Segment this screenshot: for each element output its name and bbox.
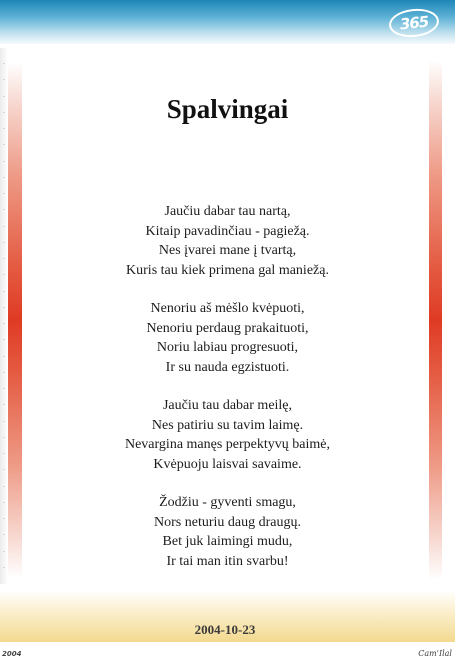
poem-body [30, 202, 425, 590]
poem-line: Nevargina manęs perpektyvų baimė, [124, 437, 330, 452]
top-banner [0, 0, 455, 44]
left-margin-glyphs: · · · · · · · · · · · · · · · · · · · · · · · · · · · · · · · · [3, 61, 5, 571]
poem-line: Jaučiu dabar tau nartą, [164, 204, 291, 219]
poem-line: Kitaip pavadinčiau - pagiežą. [145, 223, 310, 239]
stanza [30, 493, 425, 571]
poem-line: Ir tai man itin svarbu! [166, 553, 289, 569]
poem-line: Nes patiriu su tavim laimę. [151, 417, 304, 433]
stanza [30, 299, 425, 377]
footer-year: 2004 [2, 650, 22, 658]
poem-line: Kuris tau kiek primena gal maniežą. [126, 262, 329, 278]
poem-line: Ir su nauda egzistuoti. [165, 359, 290, 375]
poem-date: 2004-10-23 [194, 622, 256, 637]
poem-title: Spalvingai [166, 94, 289, 124]
right-color-stripe [429, 60, 442, 580]
logo-badge: 365 [388, 6, 441, 39]
poem-line: Nors neturiu daug draugų. [154, 514, 301, 530]
poem-line: Noriu labiau progresuoti, [156, 340, 299, 355]
poem-line: Jaučiu tau dabar meilę, [162, 398, 293, 413]
stanza [30, 396, 425, 474]
left-color-stripe [8, 62, 22, 578]
poem-line: Žodžiu - gyventi smagu, [159, 495, 296, 510]
poem-line: Kvėpuoju laisvai savaime. [153, 456, 302, 472]
poem-line: Nenoriu aš mėšlo kvėpuoti, [150, 301, 305, 316]
poem-line: Bet juk laimingi mudu, [162, 534, 293, 549]
poem-line: Nenoriu perdaug prakaituoti, [146, 320, 309, 336]
stanza [30, 202, 425, 280]
poem-line: Nes įvarei mane į tvartą, [158, 243, 297, 258]
footer-signature: Cam'Ilal [418, 649, 452, 658]
